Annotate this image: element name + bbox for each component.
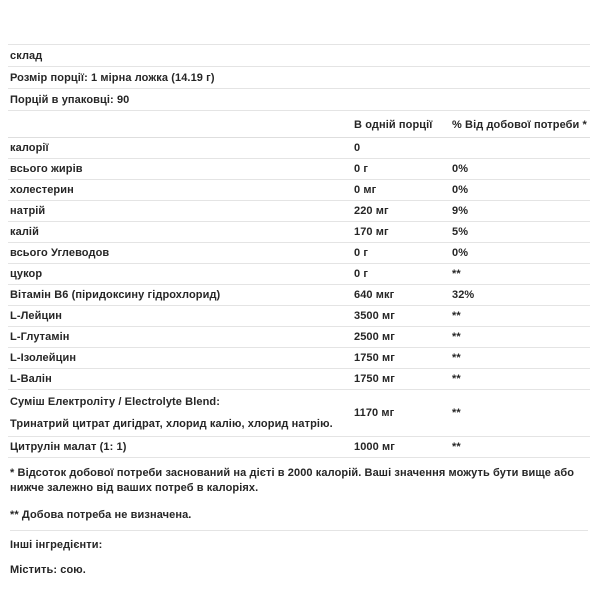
table-row <box>8 222 590 243</box>
table-row <box>8 327 590 348</box>
nutrient-label: всього Углеводов <box>10 247 110 259</box>
nutrient-daily: ** <box>452 310 461 322</box>
table-row <box>8 348 590 369</box>
nutrient-daily: 0% <box>452 184 469 196</box>
nutrient-amount: 1170 мг <box>354 407 395 419</box>
composition-row <box>8 44 590 66</box>
header-daily-value: % Від добової потреби * <box>452 119 587 131</box>
nutrient-amount: 1750 мг <box>354 352 395 364</box>
nutrient-daily: 32% <box>452 289 475 301</box>
table-row <box>8 138 590 159</box>
table-row <box>8 306 590 327</box>
nutrient-label: L-Лейцин <box>10 310 62 322</box>
nutrient-daily: ** <box>452 407 461 419</box>
blend-title: Суміш Електроліту / Electrolyte Blend: <box>10 396 221 408</box>
nutrient-amount: 0 г <box>354 268 369 280</box>
table-header-row <box>8 113 590 138</box>
not-defined-footnote: ** Добова потреба не визначена. <box>10 509 192 521</box>
nutrient-label: калій <box>10 226 39 238</box>
nutrient-amount: 3500 мг <box>354 310 395 322</box>
nutrient-label: всього жирів <box>10 163 83 175</box>
nutrient-daily: 9% <box>452 205 469 217</box>
nutrient-label: L-Глутамін <box>10 331 70 343</box>
blend-components: Тринатрий цитрат дигідрат, хлорид калію, хлорид натрію. <box>10 418 333 430</box>
servings-per-container-label: Порцій в упаковці: 90 <box>10 94 130 106</box>
nutrient-daily: 0% <box>452 163 469 175</box>
table-row <box>8 437 590 458</box>
table-row <box>8 180 590 201</box>
nutrient-amount: 220 мг <box>354 205 389 217</box>
nutrient-label: L-Ізолейцин <box>10 352 77 364</box>
nutrient-daily: ** <box>452 373 461 385</box>
serving-size-row <box>8 66 590 88</box>
nutrient-amount: 2500 мг <box>354 331 395 343</box>
nutrient-amount: 0 <box>354 142 361 154</box>
serving-size-label: Розмір порції: 1 мірна ложка (14.19 г) <box>10 72 215 84</box>
nutrition-table <box>8 113 590 458</box>
nutrient-daily: ** <box>452 331 461 343</box>
table-row <box>8 285 590 306</box>
nutrient-amount: 0 мг <box>354 184 377 196</box>
footnotes-section <box>8 458 590 531</box>
table-row <box>8 201 590 222</box>
composition-label: склад <box>10 50 43 62</box>
nutrient-label: цукор <box>10 268 43 280</box>
servings-per-container-row <box>8 88 590 110</box>
daily-value-footnote: * Відсоток добової потреби заснований на дієті в 2000 калорій. Ваші значення можуть бути вище або нижче залежно від ваших потреб в калоріях. <box>10 467 575 494</box>
nutrient-daily: 5% <box>452 226 469 238</box>
contains-label: Містить: сою. <box>10 564 86 576</box>
table-row-electrolyte-blend <box>8 390 590 437</box>
table-row <box>8 369 590 390</box>
other-ingredients-section <box>8 531 590 576</box>
table-row <box>8 264 590 285</box>
table-row <box>8 243 590 264</box>
nutrient-daily: ** <box>452 441 461 453</box>
nutrient-amount: 1000 мг <box>354 441 395 453</box>
nutrient-amount: 170 мг <box>354 226 389 238</box>
nutrient-label: натрій <box>10 205 46 217</box>
nutrient-daily: ** <box>452 268 461 280</box>
nutrient-label: холестерин <box>10 184 74 196</box>
nutrient-label <box>10 396 354 430</box>
serving-info-section <box>8 44 590 111</box>
nutrient-amount: 0 г <box>354 163 369 175</box>
nutrient-label: L-Валін <box>10 373 52 385</box>
table-row <box>8 159 590 180</box>
nutrient-label: Вітамін B6 (піридоксину гідрохлорид) <box>10 289 221 301</box>
other-ingredients-label: Інші інгредієнти: <box>10 539 103 551</box>
header-per-serving: В одній порції <box>354 119 433 131</box>
nutrient-label: Цитрулін малат (1: 1) <box>10 441 127 453</box>
nutrient-daily: ** <box>452 352 461 364</box>
nutrient-amount: 0 г <box>354 247 369 259</box>
nutrient-amount: 1750 мг <box>354 373 395 385</box>
nutrient-daily: 0% <box>452 247 469 259</box>
nutrient-amount: 640 мкг <box>354 289 395 301</box>
nutrient-label: калорії <box>10 142 49 154</box>
